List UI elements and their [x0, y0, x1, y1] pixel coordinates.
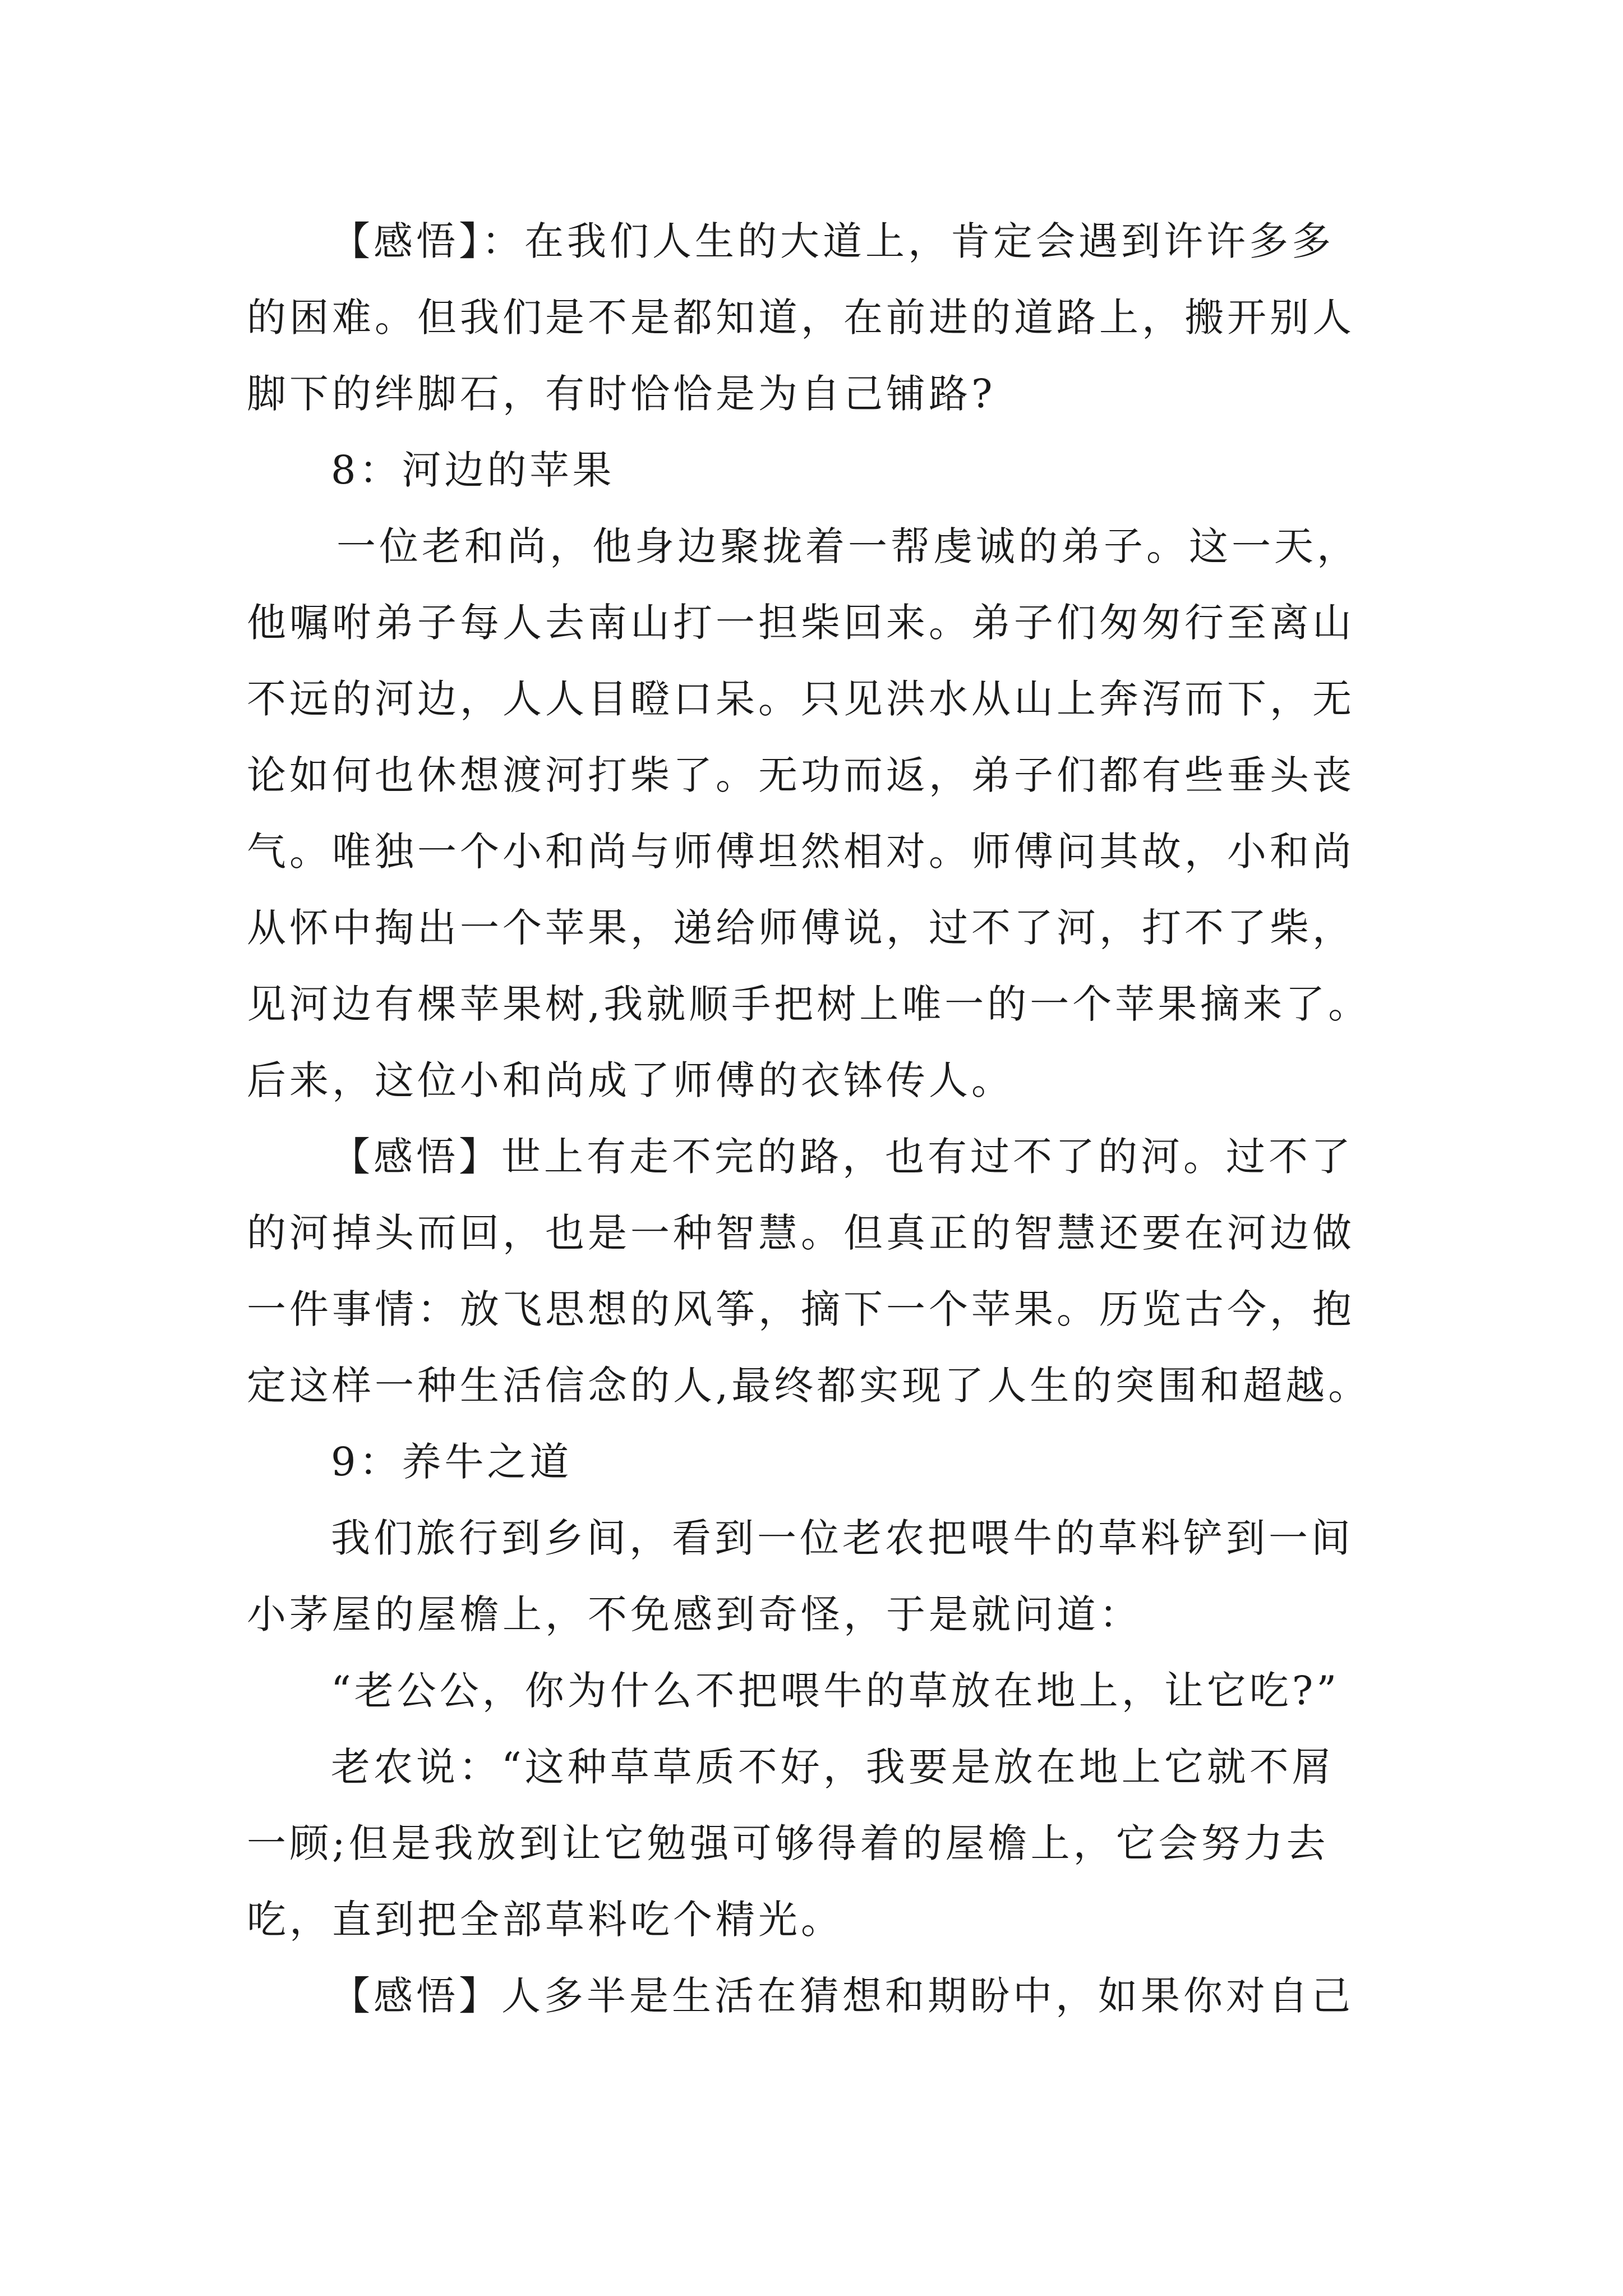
- paragraph-line: 【感悟】人多半是生活在猜想和期盼中，如果你对自己: [331, 1973, 1354, 2019]
- paragraph-line: 不远的河边，人人目瞪口呆。只见洪水从山上奔泻而下，无: [247, 676, 1355, 722]
- paragraph-line: 他嘱咐弟子每人去南山打一担柴回来。弟子们匆匆行至离山: [247, 600, 1355, 646]
- paragraph-line: 【感悟】：在我们人生的大道上，肯定会遇到许许多多: [331, 218, 1334, 264]
- paragraph-line: 脚下的绊脚石，有时恰恰是为自己铺路?: [247, 371, 996, 417]
- section-heading: 9：养牛之道: [331, 1439, 573, 1485]
- paragraph-line: 见河边有棵苹果树,我就顺手把树上唯一的一个苹果摘来了。: [247, 981, 1371, 1027]
- paragraph-line: 吃，直到把全部草料吃个精光。: [247, 1897, 843, 1943]
- paragraph-line: 一顾;但是我放到让它勉强可够得着的屋檐上，它会努力去: [247, 1820, 1329, 1866]
- paragraph-line: 后来，这位小和尚成了师傅的衣钵传人。: [247, 1057, 1014, 1103]
- paragraph-line: 一件事情：放飞思想的风筝，摘下一个苹果。历览古今，抱: [247, 1286, 1355, 1332]
- paragraph-line: 一位老和尚，他身边聚拢着一帮虔诚的弟子。这一天，: [336, 523, 1359, 569]
- paragraph-line: 的河掉头而回，也是一种智慧。但真正的智慧还要在河边做: [247, 1210, 1355, 1256]
- paragraph-line: 老农说：“这种草草质不好，我要是放在地上它就不屑: [331, 1744, 1335, 1790]
- paragraph-line: 定这样一种生活信念的人,最终都实现了人生的突围和超越。: [247, 1363, 1371, 1409]
- section-heading: 8：河边的苹果: [331, 447, 615, 493]
- paragraph-line: 的困难。但我们是不是都知道，在前进的道路上，搬开别人: [247, 295, 1355, 341]
- paragraph-line: 我们旅行到乡间，看到一位老农把喂牛的草料铲到一间: [331, 1515, 1354, 1561]
- paragraph-line: 【感悟】世上有走不完的路，也有过不了的河。过不了: [331, 1134, 1354, 1180]
- paragraph-line: 论如何也休想渡河打柴了。无功而返，弟子们都有些垂头丧: [247, 752, 1355, 798]
- paragraph-line: 小茅屋的屋檐上，不免感到奇怪，于是就问道：: [247, 1591, 1142, 1637]
- paragraph-line: “老公公，你为什么不把喂牛的草放在地上，让它吃?”: [331, 1668, 1340, 1714]
- paragraph-line: 从怀中掏出一个苹果，递给师傅说，过不了河，打不了柴，: [247, 905, 1355, 951]
- paragraph-line: 气。唯独一个小和尚与师傅坦然相对。师傅问其故，小和尚: [247, 829, 1355, 875]
